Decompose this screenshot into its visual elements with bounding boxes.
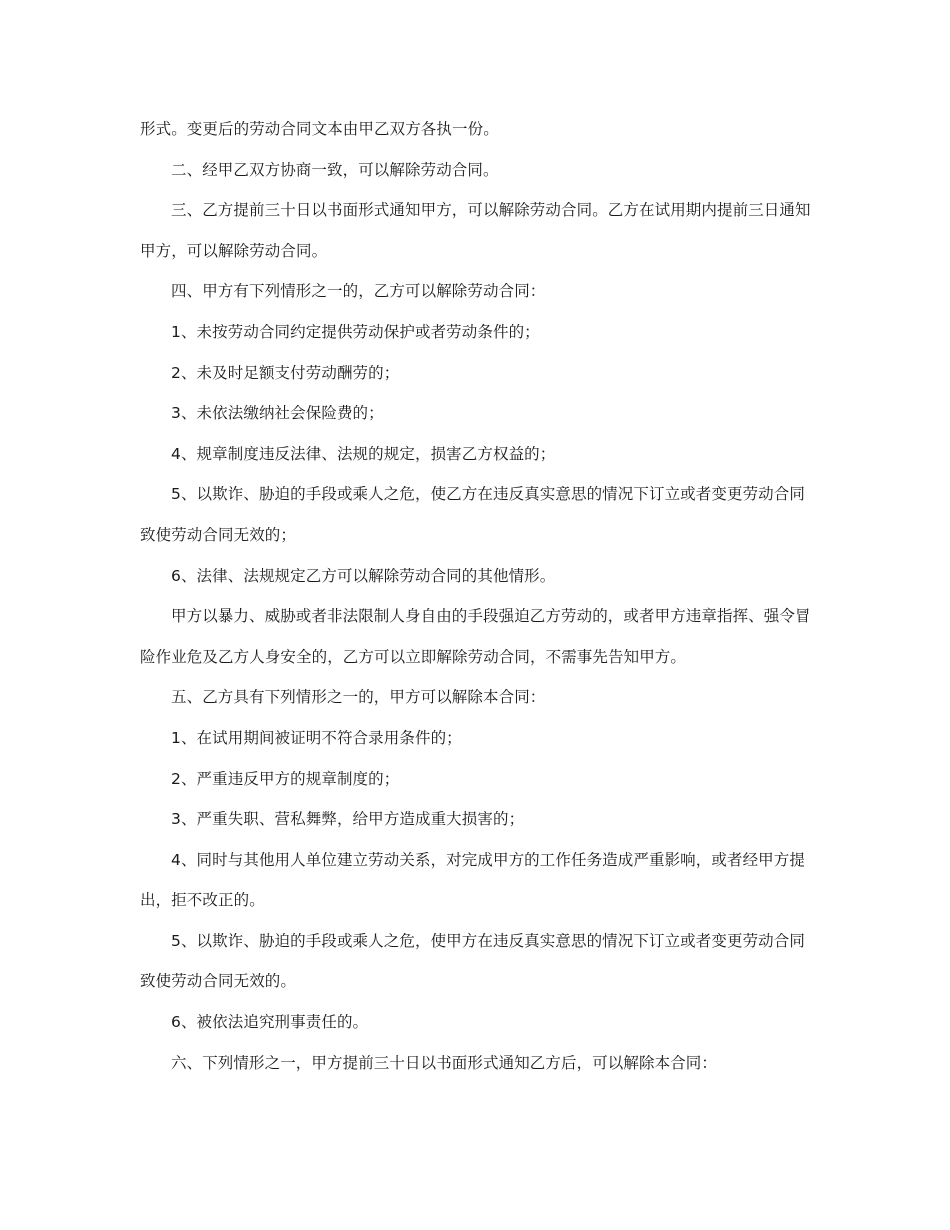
paragraph-14: 2、严重违反甲方的规章制度的； bbox=[171, 769, 400, 788]
paragraph-8: 4、规章制度违反法律、法规的规定，损害乙方权益的； bbox=[171, 444, 556, 463]
paragraph-10: 6、法律、法规规定乙方可以解除劳动合同的其他情形。 bbox=[171, 566, 556, 585]
paragraph-16: 4、同时与其他用人单位建立劳动关系，对完成甲方的工作任务造成严重影响，或者经甲方提出，拒不改正的。 bbox=[140, 850, 805, 910]
paragraph-7: 3、未依法缴纳社会保险费的； bbox=[171, 404, 384, 423]
paragraph-12: 五、乙方具有下列情形之一的，甲方可以解除本合同： bbox=[171, 688, 546, 707]
paragraph-9: 5、以欺诈、胁迫的手段或乘人之危，使乙方在违反真实意思的情况下订立或者变更劳动合同致使劳动合同无效的； bbox=[140, 485, 805, 544]
paragraph-17: 5、以欺诈、胁迫的手段或乘人之危，使甲方在违反真实意思的情况下订立或者变更劳动合同致使劳动合同无效的。 bbox=[140, 931, 805, 991]
paragraph-13: 1、在试用期间被证明不符合录用条件的； bbox=[171, 728, 462, 747]
paragraph-4: 四、甲方有下列情形之一的，乙方可以解除劳动合同： bbox=[171, 282, 546, 301]
paragraph-19: 六、下列情形之一，甲方提前三十日以书面形式通知乙方后，可以解除本合同： bbox=[171, 1053, 718, 1072]
paragraph-5: 1、未按劳动合同约定提供劳动保护或者劳动条件的； bbox=[171, 322, 540, 341]
document-body bbox=[140, 109, 812, 1083]
paragraph-3: 三、乙方提前三十日以书面形式通知甲方，可以解除劳动合同。乙方在试用期内提前三日通知甲方，可以解除劳动合同。 bbox=[140, 201, 811, 260]
paragraph-2: 二、经甲乙双方协商一致，可以解除劳动合同。 bbox=[171, 160, 499, 179]
paragraph-11: 甲方以暴力、威胁或者非法限制人身自由的手段强迫乙方劳动的，或者甲方违章指挥、强令冒险作业危及乙方人身安全的，乙方可以立即解除劳动合同，不需事先告知甲方。 bbox=[140, 607, 811, 666]
paragraph-1: 形式。变更后的劳动合同文本由甲乙双方各执一份。 bbox=[140, 120, 499, 138]
paragraph-18: 6、被依法追究刑事责任的。 bbox=[171, 1013, 369, 1032]
paragraph-15: 3、严重失职、营私舞弊，给甲方造成重大损害的； bbox=[171, 810, 525, 829]
paragraph-6: 2、未及时足额支付劳动酬劳的； bbox=[171, 363, 400, 382]
